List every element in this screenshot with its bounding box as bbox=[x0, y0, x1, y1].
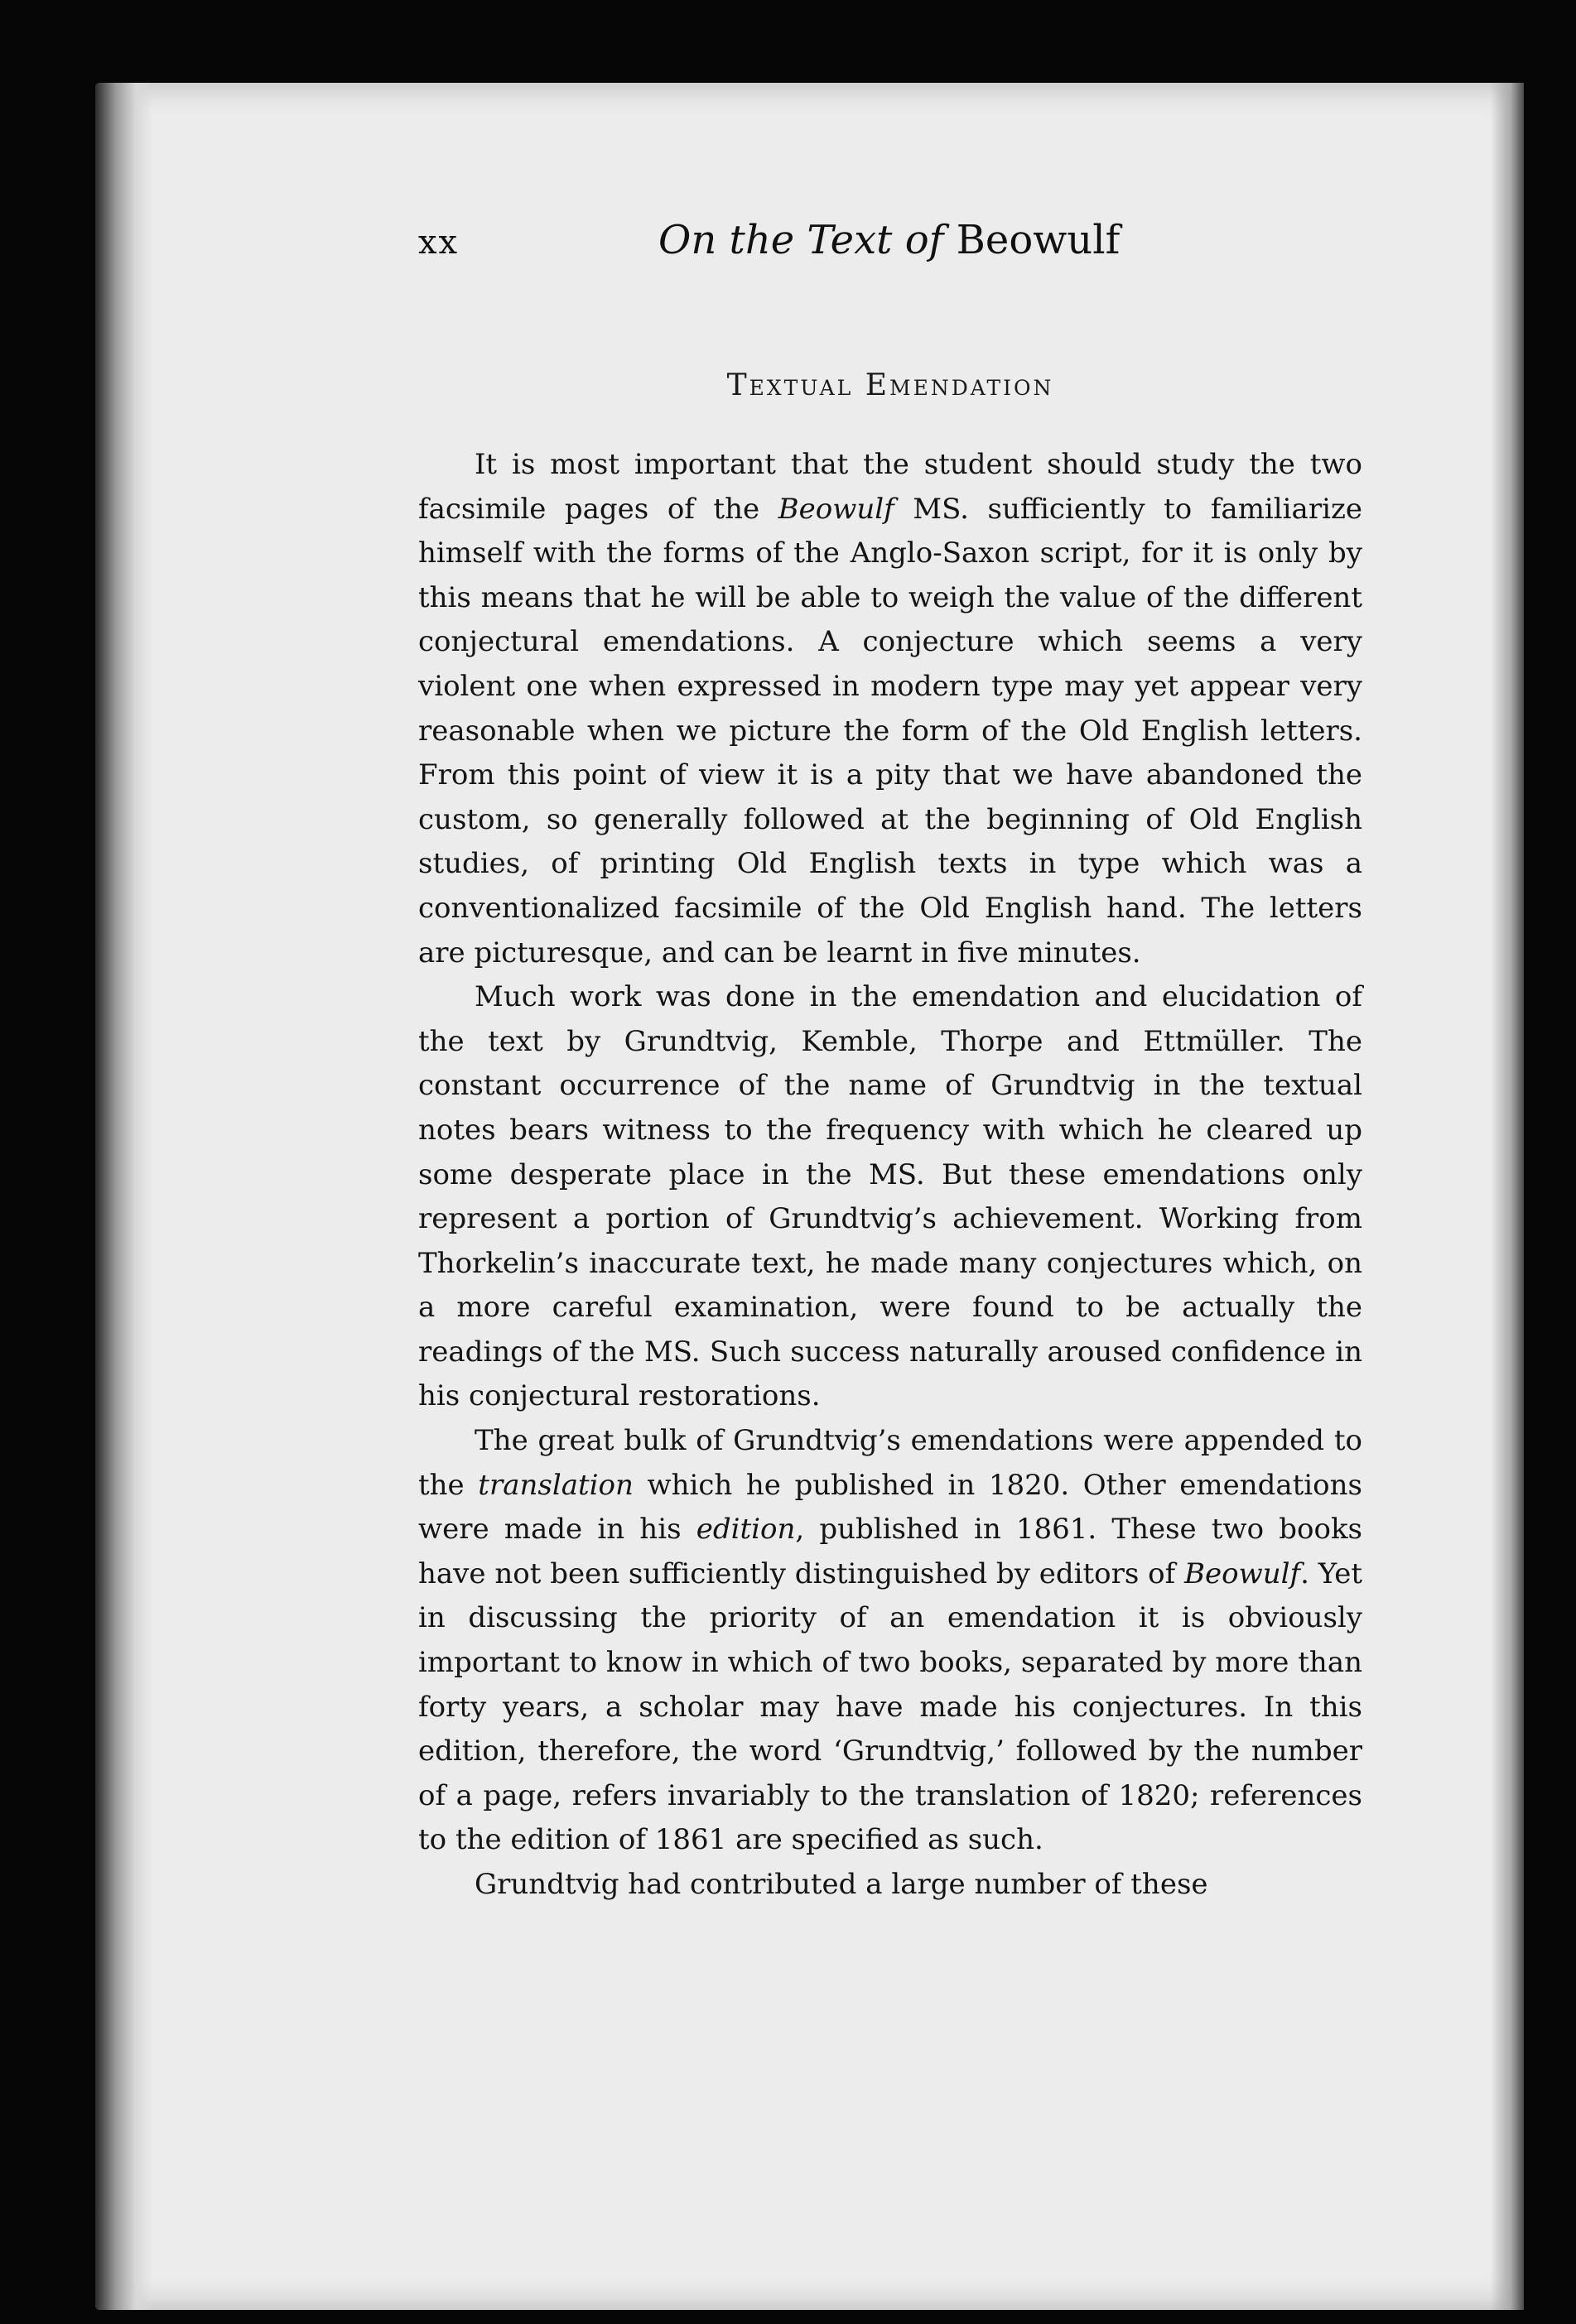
text-run: Grundtvig had contributed a large number of these bbox=[475, 1868, 1208, 1901]
section-heading: Textual Emendation bbox=[726, 368, 1054, 402]
text-run: Much work was done in the emendation and elucidation of the text by Grundtvig, Kemble, Thorpe and Ettmüller. The constant occurrence of the name of Grundtvig in the textual notes bears witness to the frequency with which he cleared up some desperate place in the MS. But these emendations only represent a portion of Grundtvig’s achievement. Working from Thorkelin’s inaccurate text, he made many conjectures which, on a more careful examination, were found to be actually the readings of the MS. Such success naturally aroused confidence in his conjectural restorations. bbox=[418, 980, 1362, 1413]
text-run: MS. sufficiently to familiarize himself with the forms of the Anglo-Saxon script, for it is only by this means that he will be able to weigh the value of the different conjectural emendations. A conjecture which seems a very violent one when expressed in modern type may yet appear very reasonable when we picture the form of the Old English letters. From this point of view it is a pity that we have abandoned the custom, so generally followed at the beginning of Old English studies, of printing Old English texts in type which was a conventionalized facsimile of the Old English hand. The letters are picturesque, and can be learnt in five minutes. bbox=[418, 492, 1362, 970]
running-title bbox=[658, 217, 1120, 263]
paragraph bbox=[418, 1863, 1362, 1908]
text-run-italic: Beowulf bbox=[778, 492, 894, 526]
paragraph bbox=[418, 975, 1362, 1419]
text-run: . Yet in discussing the priority of an emendation it is obviously important to know in which of two books, separated by more than forty years, a scholar may have made his conjectures. In this edition, therefore, the word ‘Grundtvig,’ followed by the number of a page, refers invariably to the translation of 1820; references to the edition of 1861 are specified as such. bbox=[418, 1557, 1363, 1857]
body-text bbox=[418, 443, 1362, 1908]
text-run-italic: edition bbox=[696, 1513, 796, 1547]
text-run-italic: translation bbox=[478, 1468, 634, 1502]
page-number: xx bbox=[418, 224, 460, 262]
page-edge-shadow bbox=[1491, 83, 1524, 2310]
running-title-italic: On the Text of bbox=[658, 217, 944, 263]
running-head bbox=[418, 217, 1139, 291]
paragraph bbox=[418, 1419, 1362, 1863]
paragraph bbox=[418, 443, 1362, 975]
text-run: The great bulk of Grundtvig’s emendations were appended to the bbox=[418, 1424, 1362, 1502]
page-gutter-shadow bbox=[95, 83, 153, 2310]
text-run-italic: Beowulf bbox=[1184, 1557, 1301, 1590]
text-run: It is most important that the student should study the two facsimile pages of the bbox=[418, 448, 1362, 526]
running-title-roman: Beowulf bbox=[956, 217, 1121, 263]
text-run: which he published in 1820. Other emendations were made in his bbox=[418, 1468, 1362, 1547]
text-run: , published in 1861. These two books have not been sufficiently distinguished by editors of bbox=[418, 1513, 1363, 1590]
